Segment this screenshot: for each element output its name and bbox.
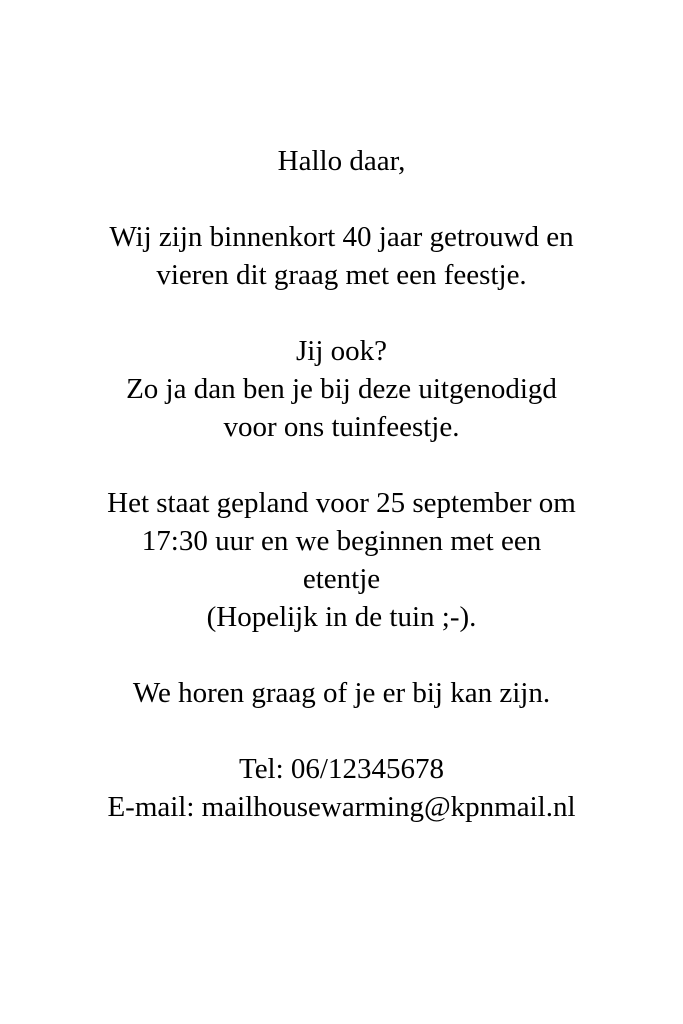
schedule-line-4: (Hopelijk in de tuin ;-). — [206, 601, 477, 633]
spacer — [0, 180, 683, 218]
spacer — [0, 294, 683, 332]
greeting: Hallo daar, — [277, 145, 406, 177]
contact-email: E-mail: mailhousewarming@kpnmail.nl — [107, 791, 576, 823]
spacer — [0, 446, 683, 484]
paragraph-schedule — [0, 484, 683, 636]
invitation-line-1: Jij ook? — [295, 335, 388, 367]
spacer — [0, 636, 683, 674]
announcement-line-1: Wij zijn binnenkort 40 jaar getrouwd en — [109, 221, 574, 253]
spacer — [0, 712, 683, 750]
announcement-line-2: vieren dit graag met een feestje. — [156, 259, 527, 291]
contact-block — [0, 750, 683, 826]
rsvp-request: We horen graag of je er bij kan zijn. — [132, 677, 551, 709]
invitation-letter — [0, 142, 683, 826]
contact-phone: Tel: 06/12345678 — [239, 753, 444, 785]
schedule-line-3: etentje — [302, 563, 381, 595]
schedule-line-2: 17:30 uur en we beginnen met een — [141, 525, 542, 557]
schedule-line-1: Het staat gepland voor 25 september om — [107, 487, 576, 519]
paragraph-announcement — [0, 218, 683, 294]
invitation-line-3: voor ons tuinfeestje. — [223, 411, 460, 443]
invitation-line-2: Zo ja dan ben je bij deze uitgenodigd — [126, 373, 557, 405]
paragraph-invitation — [0, 332, 683, 446]
